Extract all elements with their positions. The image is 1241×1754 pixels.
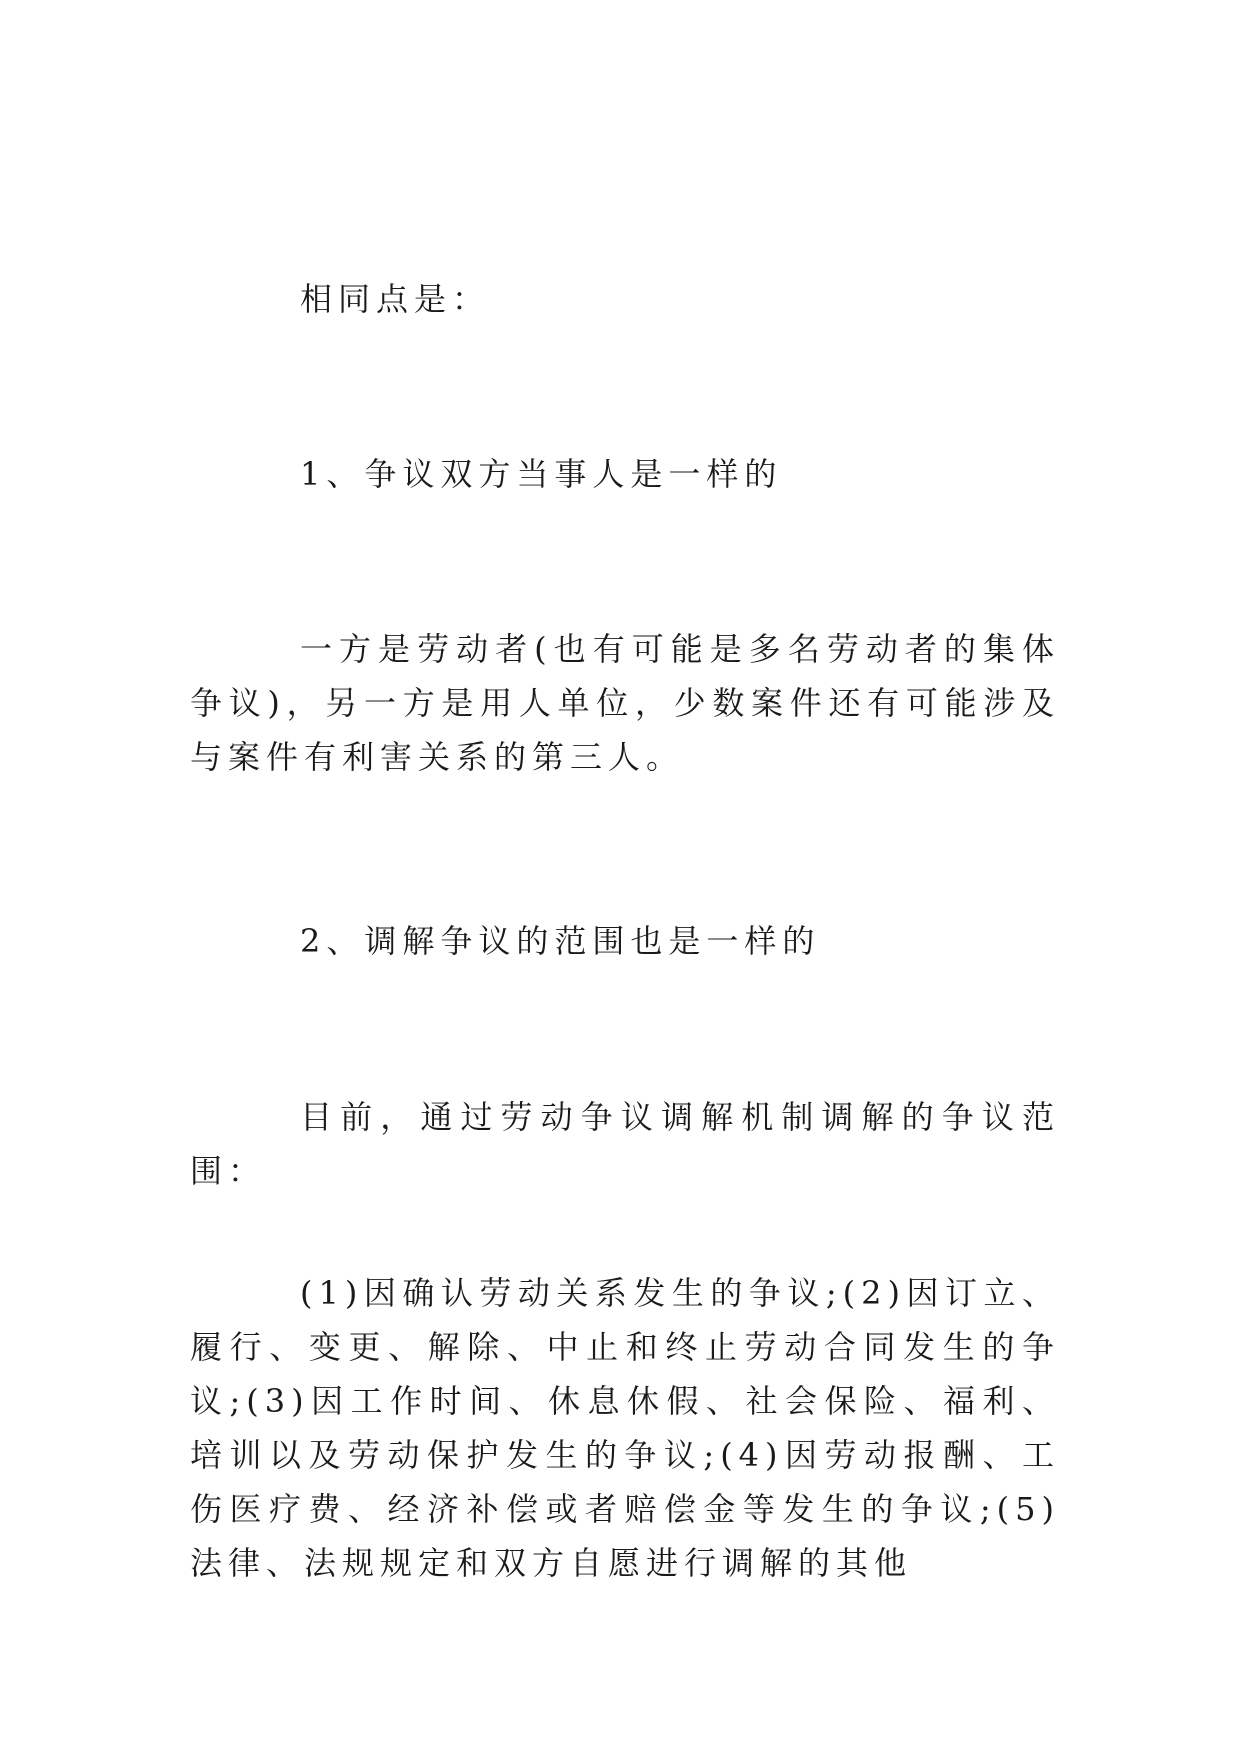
- paragraph-point-1-heading: 1、争议双方当事人是一样的: [300, 455, 783, 493]
- paragraph-point-2-heading: 2、调解争议的范围也是一样的: [300, 922, 821, 960]
- paragraph-parties-description: 一方是劳动者(也有可能是多名劳动者的集体争议)，另一方是用人单位，少数案件还有可能涉及与案件有利害关系的第三人。: [190, 630, 1060, 776]
- paragraph-scope-intro: 目前，通过劳动争议调解机制调解的争议范围：: [190, 1098, 1060, 1190]
- paragraph-same-points-heading: 相同点是：: [300, 280, 491, 318]
- paragraph-scope-list: (1)因确认劳动关系发生的争议;(2)因订立、履行、变更、解除、中止和终止劳动合同发生的争议;(3)因工作时间、休息休假、社会保险、福利、培训以及劳动保护发生的争议;(4)因劳动报酬、工伤医疗费、经济补偿或者赔偿金等发生的争议;(5)法律、法规规定和双方自愿进行调解的其他: [190, 1274, 1060, 1582]
